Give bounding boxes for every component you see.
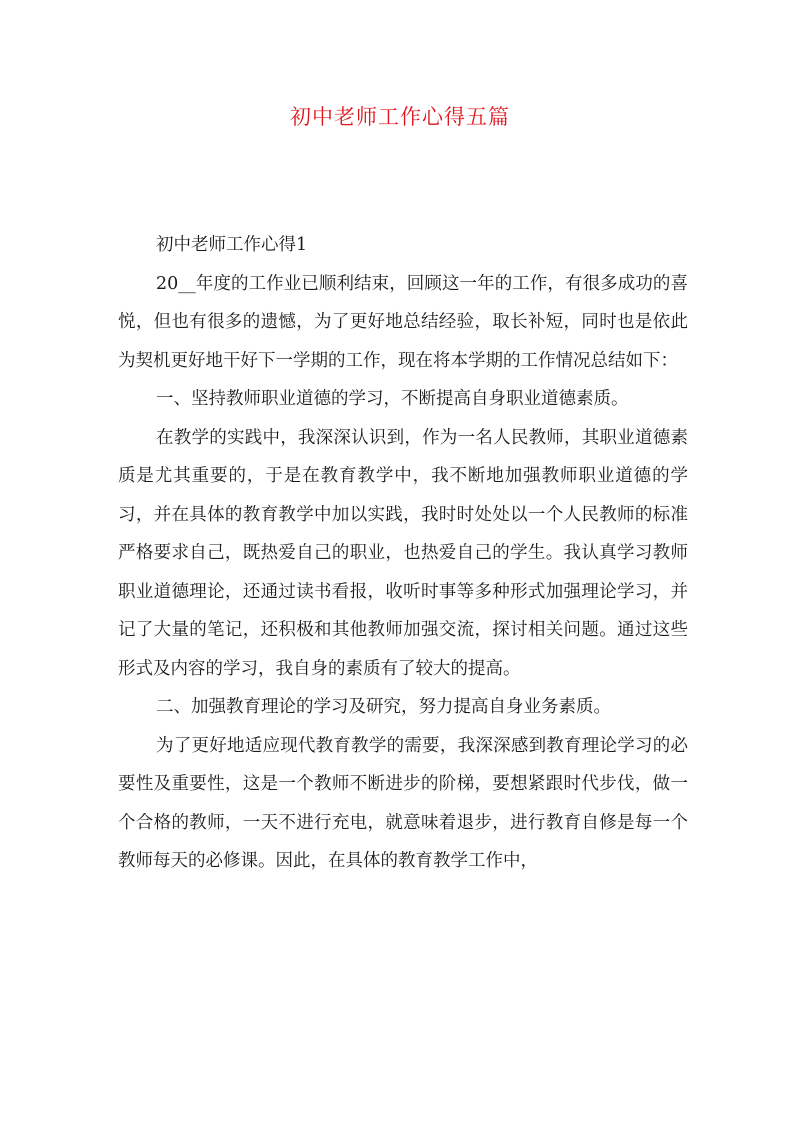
paragraph-point-one: 一、坚持教师职业道德的学习，不断提高自身职业道德素质。: [156, 389, 629, 409]
document-body: [118, 226, 688, 881]
paragraph-ethics: 在教学的实践中，我深深认识到，作为一名人民教师，其职业道德素质是尤其重要的，于是在教育教学中，我不断地加强教师职业道德的学习，并在具体的教育教学中加以实践，我时时处处以一个人民教师的标准严格要求自己，既热爱自己的职业，也热爱自己的学生。我认真学习教师职业道德理论，还通过读书看报，收听时事等多种形式加强理论学习，并记了大量的笔记，还积极和其他教师加强交流，探讨相关问题。通过这些形式及内容的学习，我自身的素质有了较大的提高。: [118, 427, 688, 679]
document-title: 初中老师工作心得五篇: [290, 105, 510, 129]
paragraph-theory: 为了更好地适应现代教育教学的需要，我深深感到教育理论学习的必要性及重要性，这是一个教师不断进步的阶梯，要想紧跟时代步伐，做一个合格的教师，一天不进行充电，就意味着退步，进行教育自修是每一个教师每天的必修课。因此，在具体的教育教学工作中，: [118, 735, 688, 871]
section-heading: 初中老师工作心得1: [156, 235, 308, 255]
paragraph-intro: 20__年度的工作业已顺利结束，回顾这一年的工作，有很多成功的喜悦，但也有很多的遗憾，为了更好地总结经验，取长补短，同时也是依此为契机更好地干好下一学期的工作，现在将本学期的工作情况总结如下：: [118, 273, 688, 371]
paragraph-point-two: 二、加强教育理论的学习及研究，努力提高自身业务素质。: [156, 697, 611, 717]
